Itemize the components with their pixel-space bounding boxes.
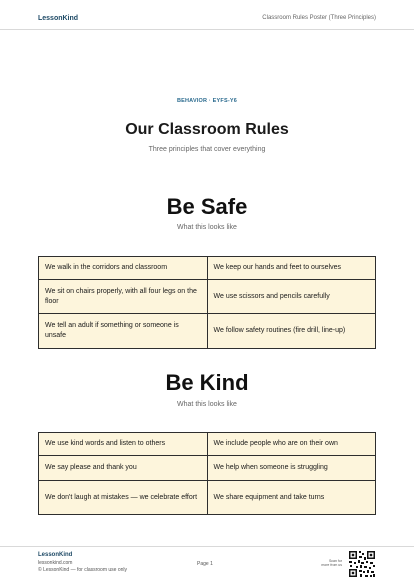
section-title-be-kind: Be Kind	[165, 370, 249, 395]
header-doc-title: Classroom Rules Poster (Three Principles)	[262, 15, 376, 21]
page-header	[0, 0, 414, 30]
rule-cell: We sit on chairs properly, with all four legs on the floor	[39, 280, 208, 314]
rules-table-be-safe	[38, 256, 376, 349]
rules-table-be-kind	[38, 432, 376, 515]
footer-site-link[interactable]: lessonkind.com	[38, 560, 73, 566]
section-title-be-safe: Be Safe	[166, 194, 248, 219]
poster-subtitle: Three principles that cover everything	[148, 146, 266, 153]
rule-cell: We help when someone is struggling	[207, 456, 376, 481]
category-tag: BEHAVIOR · EYFS-Y6	[176, 98, 238, 104]
rule-cell: We walk in the corridors and classroom	[39, 257, 208, 280]
rule-cell: We use scissors and pencils carefully	[207, 280, 376, 314]
rule-cell: We keep our hands and feet to ourselves	[207, 257, 376, 280]
page-number: Page 1	[197, 561, 213, 567]
footer-copyright: © LessonKind — for classroom use only	[38, 567, 128, 573]
table-row	[39, 481, 376, 515]
rule-cell: We use kind words and listen to others	[39, 433, 208, 456]
table-row	[39, 257, 376, 280]
qr-caption	[306, 559, 342, 567]
rule-cell: We follow safety routines (fire drill, line-up)	[207, 314, 376, 349]
page-footer	[0, 546, 414, 585]
rule-cell: We tell an adult if something or someone is unsafe	[39, 314, 208, 349]
qr-caption-line: Scan for	[328, 559, 342, 563]
header-brand: LessonKind	[38, 15, 79, 22]
table-row	[39, 456, 376, 481]
footer-brand: LessonKind	[38, 552, 73, 558]
rule-cell: We say please and thank you	[39, 456, 208, 481]
rule-cell: We share equipment and take turns	[207, 481, 376, 515]
section-subtitle-be-kind: What this looks like	[177, 401, 237, 408]
table-row	[39, 280, 376, 314]
table-row	[39, 433, 376, 456]
section-subtitle-be-safe: What this looks like	[177, 224, 237, 231]
qr-caption-line: more from us	[321, 563, 342, 567]
poster-title: Our Classroom Rules	[125, 121, 289, 138]
qr-code-icon	[348, 550, 376, 578]
rule-cell: We don't laugh at mistakes — we celebrate effort	[39, 481, 208, 515]
rule-cell: We include people who are on their own	[207, 433, 376, 456]
table-row	[39, 314, 376, 349]
